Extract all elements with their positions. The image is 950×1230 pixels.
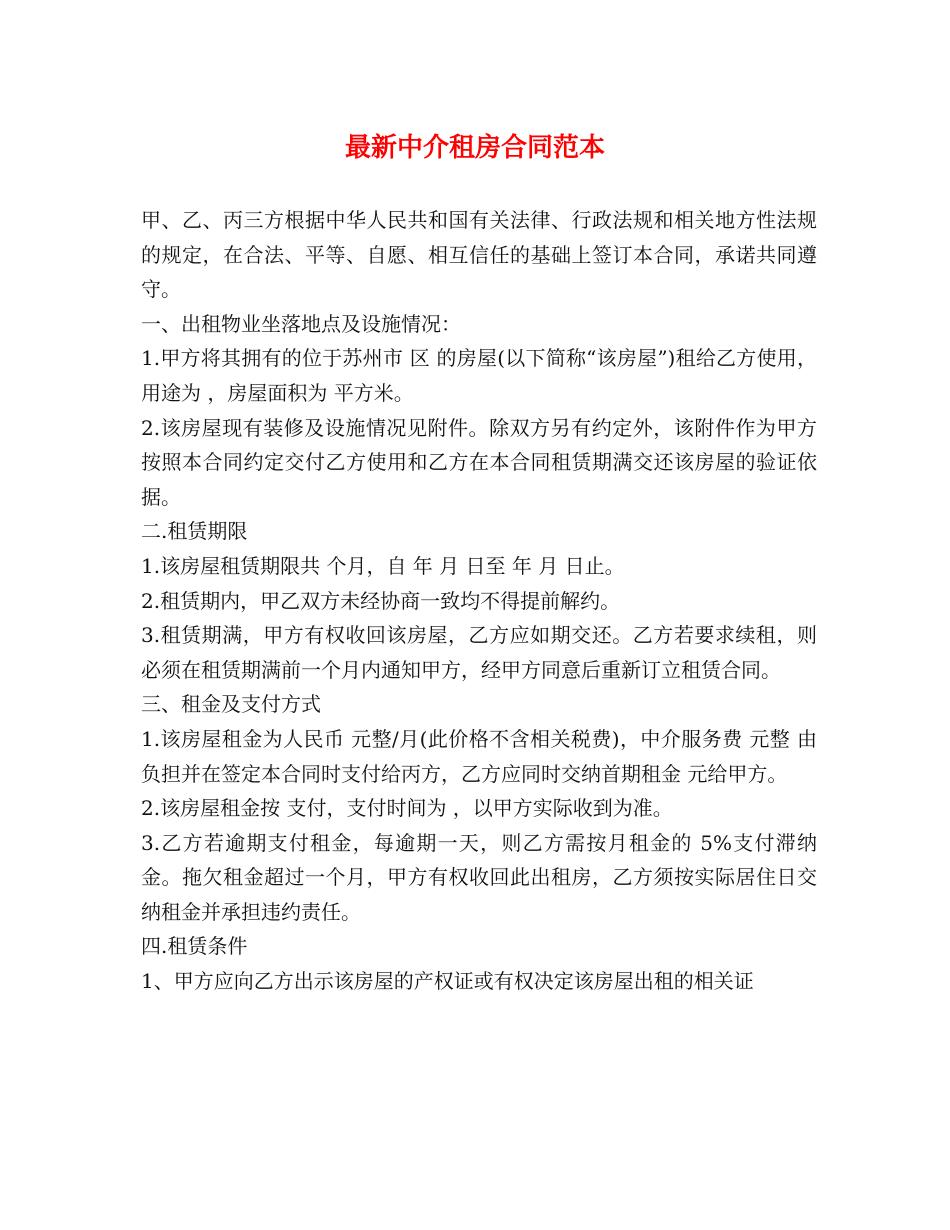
- clause-paragraph: 1.甲方将其拥有的位于苏州市 区 的房屋(以下简称“该房屋”)租给乙方使用，用途为 ，房屋面积为 平方米。: [141, 346, 817, 405]
- section-heading: 三、租金及支付方式: [141, 692, 321, 717]
- clause-paragraph: 2.该房屋现有装修及设施情况见附件。除双方另有约定外，该附件作为甲方按照本合同约定交付乙方使用和乙方在本合同租赁期满交还该房屋的验证依据。: [141, 415, 817, 509]
- clause-paragraph: 3.租赁期满，甲方有权收回该房屋，乙方应如期交还。乙方若要求续租，则必须在租赁期满前一个月内通知甲方，经甲方同意后重新订立租赁合同。: [141, 623, 817, 682]
- document-title: 最新中介租房合同范本: [344, 133, 605, 163]
- clause-paragraph: 1.该房屋租赁期限共 个月，自 年 月 日至 年 月 日止。: [141, 553, 625, 578]
- section-heading: 一、出租物业坐落地点及设施情况：: [141, 311, 461, 336]
- intro-paragraph: 甲、乙、丙三方根据中华人民共和国有关法律、行政法规和相关地方性法规的规定，在合法、平等、自愿、相互信任的基础上签订本合同，承诺共同遵守。: [141, 208, 817, 302]
- document-body: [141, 203, 817, 999]
- clause-paragraph: 3.乙方若逾期支付租金，每逾期一天，则乙方需按月租金的 5%支付滞纳金。拖欠租金超过一个月，甲方有权收回此出租房，乙方须按实际居住日交纳租金并承担违约责任。: [141, 830, 817, 924]
- clause-paragraph: 2.租赁期内，甲乙双方未经协商一致均不得提前解约。: [141, 588, 621, 613]
- section-heading: 二.租赁期限: [141, 519, 248, 544]
- clause-paragraph: 1.该房屋租金为人民币 元整/月(此价格不含相关税费)，中介服务费 元整 由 负担并在签定本合同时支付给丙方，乙方应同时交纳首期租金 元给甲方。: [141, 726, 817, 786]
- clause-paragraph: 2.该房屋租金按 支付，支付时间为 ，以甲方实际收到为准。: [141, 796, 673, 821]
- section-heading: 四.租赁条件: [141, 934, 248, 959]
- clause-paragraph: 1、甲方应向乙方出示该房屋的产权证或有权决定该房屋出租的相关证: [141, 969, 754, 994]
